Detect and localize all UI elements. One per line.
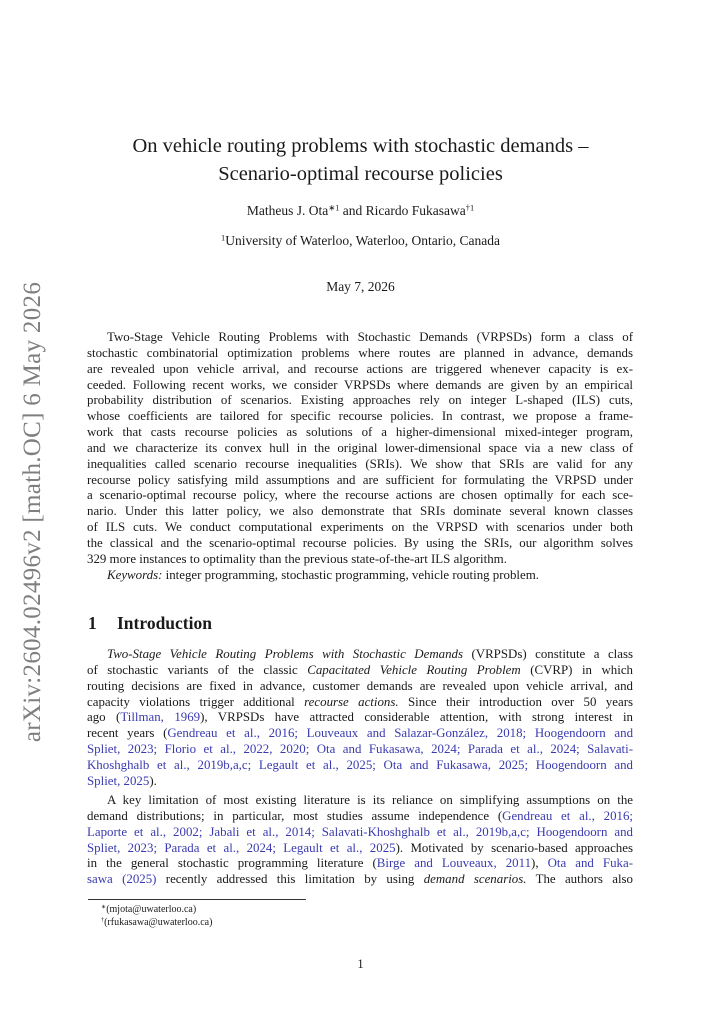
abstract-line: probability distribution of scenarios. Existing approaches rely on integer L-shaped (ILS) cuts, [87,393,633,408]
section-title: Introduction [117,613,212,633]
arxiv-stamp-text: arXiv:2604.02496v2 [math.OC] 6 May 2026 [19,281,46,743]
text-run: ). Motivated by scenario-based approaches [395,840,633,855]
intro-paragraph-1 [87,647,633,790]
keywords-label: Keywords: [107,567,163,582]
paragraph-line [87,663,633,679]
text-run: ). [149,773,157,788]
title-line-2: Scenario-optimal recourse policies [218,163,503,185]
affiliation-mark: 1 [221,233,226,243]
paragraph-line [87,841,633,857]
page-number: 1 [357,957,364,971]
text-run: in the general stochastic programming literature ( [87,856,377,871]
text-run: ), [531,856,548,871]
author-2: Ricardo Fukasawa [365,203,466,218]
text-run: demand distributions; in particular, most studies assume independence ( [87,808,503,823]
author-1: Matheus J. Ota [246,203,329,218]
citation-link[interactable]: Gendreau et al., 2016; [502,808,633,823]
intro-paragraph-2 [87,793,633,888]
footnote [101,917,212,930]
abstract-line: ceeded. Following recent works, we consider VRPSDs where demands are given by an empirical [87,377,633,392]
paragraph-line: routing decisions are fixed in advance, customer demands are revealed upon vehicle arrival, and [87,678,633,693]
citation-link[interactable]: Laporte et al., 2002; Jabali et al., 2014; Salavati-Khoshghalb et al., 2019b,a,c; Hoogendoorn and [87,824,633,839]
abstract-line: and we characterize its convex hull in the original lower-dimensional space via a new class of [87,440,633,455]
abstract-line: nario. Under this latter policy, we also demonstrate that SRIs dominate several known classes [87,504,633,519]
paragraph-line [87,774,633,790]
footnote-text: (rfukasawa@uwaterloo.ca) [104,916,213,928]
author-list [0,203,721,219]
term-vrpsd: Two-Stage Vehicle Routing Problems with Stochastic Demands [107,647,463,661]
citation-link[interactable]: Spliet, 2023; Florio et al., 2022, 2020; Ota and Fukasawa, 2024; Parada et al., 2024; Salavati- [87,742,633,757]
author-1-mark: ∗1 [328,203,340,213]
abstract-line: the classical and the scenario-optimal recourse policies. By using the SRIs, our algorithm solves [87,535,633,550]
abstract [87,330,633,584]
abstract-line: recourse policy satisfying mild assumptions and are sufficient for formulating the VRPSD under [87,472,633,487]
paper-title [0,132,721,188]
abstract-line: work that casts recourse policies as solutions of a higher-dimensional mixed-integer program, [87,425,633,440]
paragraph-line [87,872,633,888]
citation-link[interactable]: sawa (2025) [87,872,157,887]
keywords-text: integer programming, stochastic programming, vehicle routing problem. [162,567,539,582]
citation-link[interactable]: Birge and Louveaux, 2011 [376,856,532,871]
abstract-line: inequalities called scenario recourse inequalities (SRIs). We show that SRIs are valid for any [87,456,633,471]
keywords [87,568,633,584]
section-number: 1 [88,613,97,633]
footnote [101,904,212,917]
citation-link[interactable]: Tillman, 1969 [120,710,201,725]
paragraph-line [87,726,633,742]
affiliation [0,233,721,249]
abstract-line: of ILS cuts. We conduct computational experiments on the VRPSD with scenarios under both [87,520,633,535]
text-run: ), VRPSDs have attracted considerable attention, with strong interest in [200,710,633,725]
abstract-line: Two-Stage Vehicle Routing Problems with Stochastic Demands (VRPSDs) form a class of [107,330,633,344]
citation-link[interactable]: Spliet, 2023; Parada et al., 2024; Legault et al., 2025 [87,840,396,855]
citation-link[interactable]: Khoshghalb et al., 2019b,a,c; Legault et al., 2025; Ota and Fukasawa, 2025; Hoogendoorn and [87,757,633,772]
paragraph-line [87,710,633,726]
title-line-1: On vehicle routing problems with stochastic demands – [132,135,589,157]
abstract-line: stochastic combinatorial optimization problems where routes are planned in advance, demands [87,345,633,360]
footnote-text: (mjota@uwaterloo.ca) [106,904,197,915]
section-heading [88,613,212,634]
term-recourse: recourse actions. [304,694,399,709]
affiliation-text: University of Waterloo, Waterloo, Ontario, Canada [225,233,500,248]
text-run: The authors also [526,872,633,887]
abstract-line: are revealed upon vehicle arrival, and recourse actions are triggered whenever capacity is ex- [87,361,633,376]
paragraph-line [87,647,633,663]
citation-link[interactable]: Spliet, 2025 [87,773,150,788]
footnotes [101,904,212,929]
text-run: of stochastic variants of the classic [87,662,308,677]
abstract-line: a scenario-optimal recourse policy, where the recourse actions are chosen optimally for each sce- [87,488,633,503]
text-run: capacity violations trigger additional [87,694,305,709]
text-run: (CVRP) in which [520,662,633,677]
abstract-line: 329 more instances to optimality than the previous state-of-the-art ILS algorithm. [87,551,507,566]
abstract-line: whose coefficients are tailored for specific recourse policies. In contrast, we propose a frame- [87,409,633,424]
text-run: (VRPSDs) constitute a class [462,647,634,661]
paragraph-line [87,695,633,711]
term-cvrp: Capacitated Vehicle Routing Problem [307,662,521,677]
citation-link[interactable]: Gendreau et al., 2016; Louveaux and Salazar-González, 2018; Hoogendoorn and [167,726,634,741]
footnote-rule [88,899,306,900]
text-run: recently addressed this limitation by using [156,872,424,887]
text-run: recent years ( [87,726,168,741]
authors-and: and [339,203,366,218]
paragraph-line [87,809,633,825]
author-2-mark: †1 [465,203,475,213]
text-run: ago ( [87,710,121,725]
term-demand-scenarios: demand scenarios. [423,872,527,887]
footnote-mark: ∗ [101,903,107,911]
citation-link[interactable]: Ota and Fuka- [547,856,633,871]
paragraph-line: A key limitation of most existing literature is its reliance on simplifying assumptions on the [107,793,633,807]
paragraph-line [87,856,633,872]
paper-date: May 7, 2026 [326,279,395,294]
text-run: Since their introduction over 50 years [398,694,634,709]
footnote-mark: † [101,916,105,924]
